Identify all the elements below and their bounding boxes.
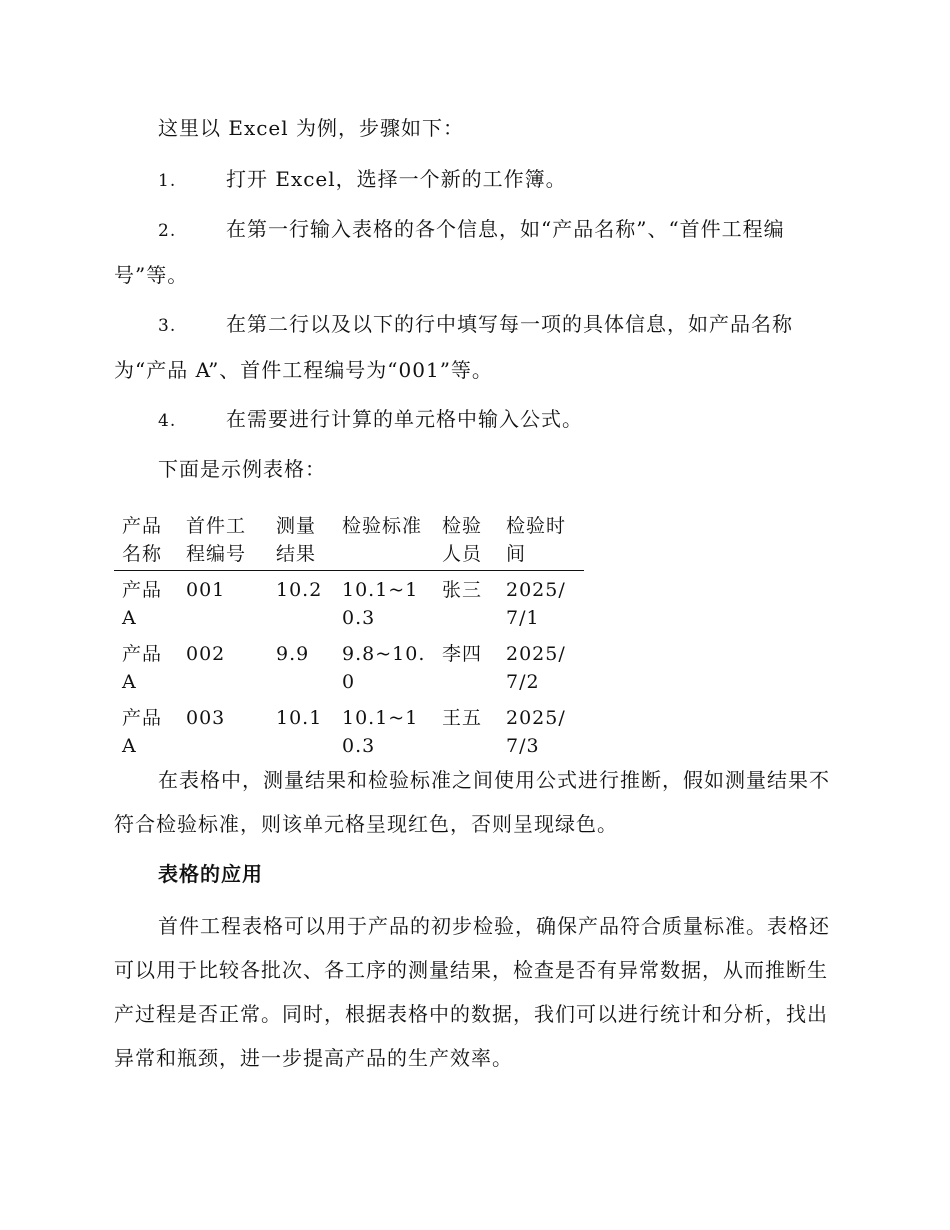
table-cell: 10.1~10.3 xyxy=(342,707,419,757)
step-number: 2. xyxy=(158,221,177,241)
step-text: 在需要进行计算的单元格中输入公式。 xyxy=(226,407,583,431)
table-cell: 产品A xyxy=(122,643,163,693)
table-cell: 2025/7/1 xyxy=(506,579,566,629)
step-text: 在第二行以及以下的行中填写每一项的具体信息，如产品名称为“产品 A”、首件工程编号为“001”等。 xyxy=(114,312,793,382)
step-text: 在第一行输入表格的各个信息，如“产品名称”、“首件工程编号”等。 xyxy=(114,217,785,287)
table-cell: 9.8~10.0 xyxy=(342,643,426,693)
step-number: 1. xyxy=(158,171,177,191)
section-body-paragraph: 首件工程表格可以用于产品的初步检验，确保产品符合质量标准。表格还可以用于比较各批次、各工序的测量结果，检查是否有异常数据，从而推断生产过程是否正常。同时，根据表格中的数据，我们可以进行统计和分析，找出异常和瓶颈，进一步提高产品的生产效率。 xyxy=(114,914,830,1070)
step-3 xyxy=(114,302,834,392)
table-cell: 2025/7/2 xyxy=(506,643,566,693)
table-cell: 产品A xyxy=(122,707,163,757)
table-header-row xyxy=(114,508,584,571)
table-intro: 下面是示例表格： xyxy=(158,457,326,481)
column-header: 产品名称 xyxy=(122,515,163,565)
column-header: 首件工程编号 xyxy=(186,515,247,565)
step-1 xyxy=(114,157,834,203)
table-row xyxy=(114,635,584,699)
table-cell: 10.1 xyxy=(276,707,323,729)
step-number: 4. xyxy=(158,411,177,431)
table-row xyxy=(114,571,584,636)
table-cell: 李四 xyxy=(442,643,483,665)
column-header: 检验时间 xyxy=(506,515,567,565)
step-text: 打开 Excel，选择一个新的工作簿。 xyxy=(226,167,567,191)
table-cell: 2025/7/3 xyxy=(506,707,566,757)
section-heading: 表格的应用 xyxy=(158,862,263,886)
column-header: 测量结果 xyxy=(276,515,317,565)
step-2 xyxy=(114,207,834,297)
table-note-paragraph: 在表格中，测量结果和检验标准之间使用公式进行推断，假如测量结果不符合检验标准，则该单元格呈现红色，否则呈现绿色。 xyxy=(114,768,830,836)
table-cell: 王五 xyxy=(442,707,483,729)
table-row xyxy=(114,699,584,763)
table-cell: 10.1~10.3 xyxy=(342,579,419,629)
table-cell: 张三 xyxy=(442,579,483,601)
table-cell: 9.9 xyxy=(276,643,310,665)
column-header: 检验人员 xyxy=(442,515,483,565)
intro-paragraph: 这里以 Excel 为例，步骤如下： xyxy=(158,116,465,140)
step-number: 3. xyxy=(158,316,177,336)
step-4 xyxy=(114,397,834,443)
column-header: 检验标准 xyxy=(342,515,423,537)
table-cell: 003 xyxy=(186,707,226,729)
table-cell: 10.2 xyxy=(276,579,323,601)
sample-table xyxy=(114,508,584,763)
table-cell: 001 xyxy=(186,579,226,601)
table-cell: 002 xyxy=(186,643,226,665)
table-cell: 产品A xyxy=(122,579,163,629)
